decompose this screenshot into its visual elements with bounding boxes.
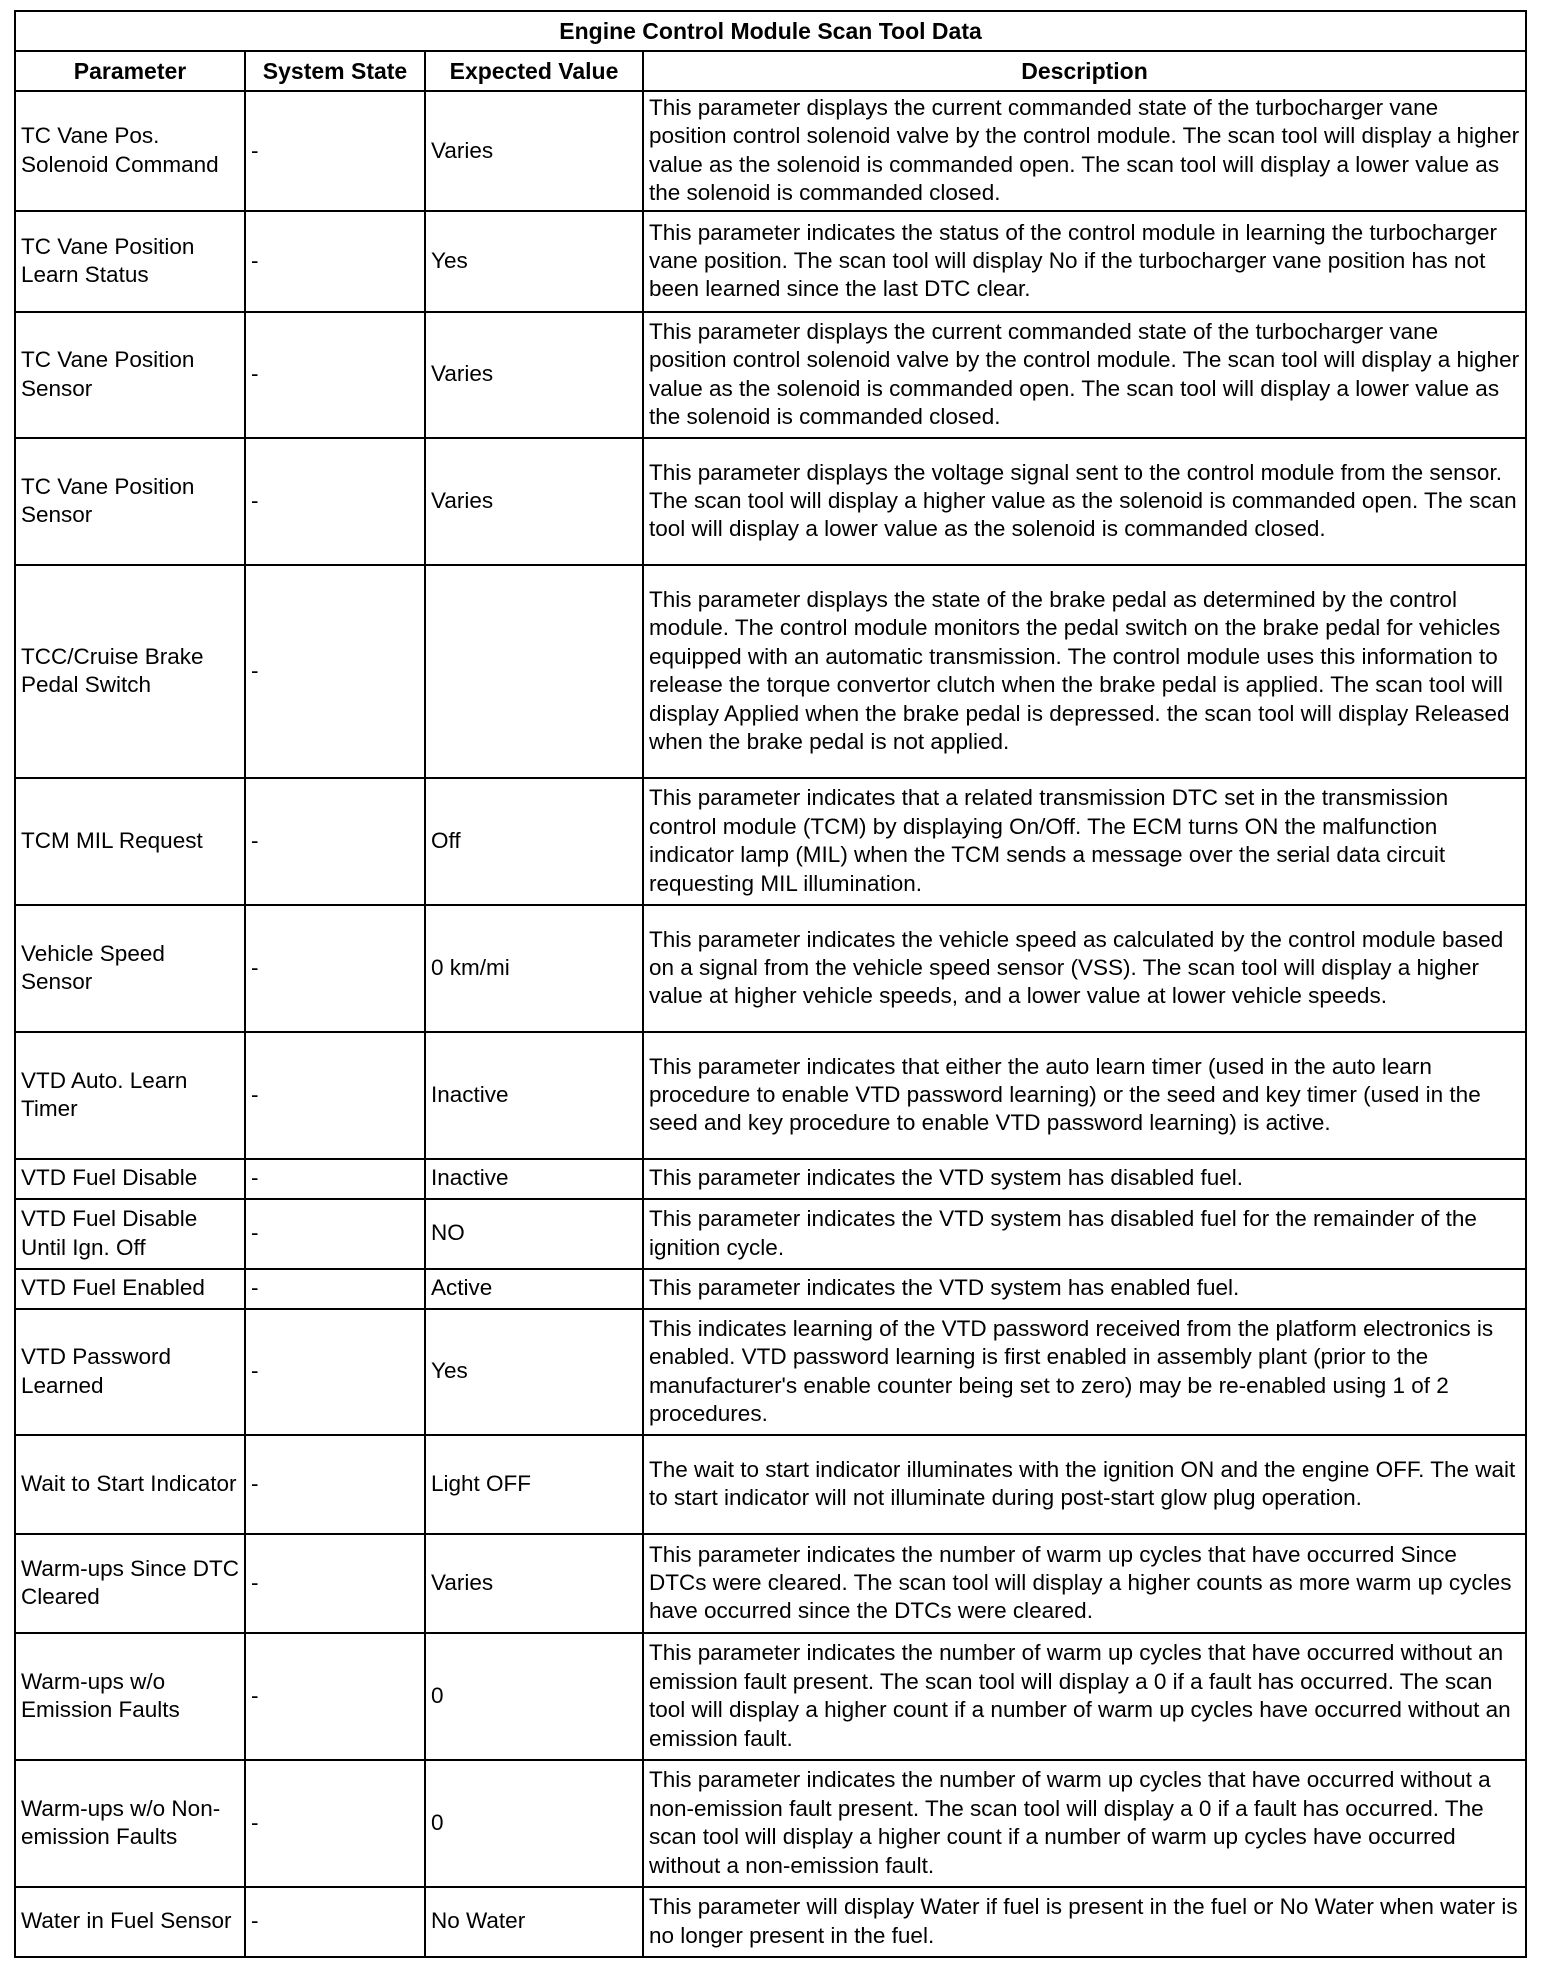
table-row	[15, 1760, 1526, 1887]
description-cell: This parameter displays the state of the brake pedal as determined by the control module. The control module monitors the pedal switch on the brake pedal for vehicles equipped with an automatic transmission. The control module uses this information to release the torque convertor clutch when the brake pedal is applied. The scan tool will display Applied when the brake pedal is depressed. the scan tool will display Released when the brake pedal is not applied.	[643, 565, 1526, 778]
header-parameter: Parameter	[15, 51, 245, 91]
table-row	[15, 438, 1526, 565]
header-expected-value: Expected Value	[425, 51, 643, 91]
system-state-cell: -	[245, 312, 425, 438]
system-state-cell: -	[245, 1309, 425, 1435]
table-row	[15, 91, 1526, 211]
expected-value-cell: Off	[425, 778, 643, 905]
parameter-cell: Vehicle Speed Sensor	[15, 905, 245, 1032]
system-state-cell: -	[245, 438, 425, 565]
parameter-cell: VTD Password Learned	[15, 1309, 245, 1435]
description-cell: This parameter indicates the vehicle speed as calculated by the control module based on a signal from the vehicle speed sensor (VSS). The scan tool will display a higher value at higher vehicle speeds, and a lower value at lower vehicle speeds.	[643, 905, 1526, 1032]
expected-value-cell: Yes	[425, 1309, 643, 1435]
description-cell: This parameter displays the current commanded state of the turbocharger vane position control solenoid valve by the control module. The scan tool will display a higher value as the solenoid is commanded open. The scan tool will display a lower value as the solenoid is commanded closed.	[643, 312, 1526, 438]
description-cell: This parameter will display Water if fuel is present in the fuel or No Water when water is no longer present in the fuel.	[643, 1887, 1526, 1957]
description-cell: This parameter indicates that a related transmission DTC set in the transmission control module (TCM) by displaying On/Off. The ECM turns ON the malfunction indicator lamp (MIL) when the TCM sends a message over the serial data circuit requesting MIL illumination.	[643, 778, 1526, 905]
expected-value-cell: Varies	[425, 1534, 643, 1633]
parameter-cell: VTD Fuel Disable Until Ign. Off	[15, 1199, 245, 1269]
expected-value-cell	[425, 565, 643, 778]
system-state-cell: -	[245, 1534, 425, 1633]
parameter-cell: Wait to Start Indicator	[15, 1435, 245, 1534]
table-row	[15, 778, 1526, 905]
parameter-cell: VTD Auto. Learn Timer	[15, 1032, 245, 1159]
system-state-cell: -	[245, 778, 425, 905]
description-cell: This parameter indicates the VTD system has disabled fuel for the remainder of the ignition cycle.	[643, 1199, 1526, 1269]
description-cell: This parameter indicates that either the auto learn timer (used in the auto learn procedure to enable VTD password learning) or the seed and key timer (used in the seed and key procedure to enable VTD password learning) is active.	[643, 1032, 1526, 1159]
expected-value-cell: Inactive	[425, 1032, 643, 1159]
parameter-cell: TCC/Cruise Brake Pedal Switch	[15, 565, 245, 778]
table-row	[15, 1633, 1526, 1760]
system-state-cell: -	[245, 565, 425, 778]
description-cell: This parameter displays the current commanded state of the turbocharger vane position control solenoid valve by the control module. The scan tool will display a higher value as the solenoid is commanded open. The scan tool will display a lower value as the solenoid is commanded closed.	[643, 91, 1526, 211]
table-row	[15, 1032, 1526, 1159]
expected-value-cell: Varies	[425, 91, 643, 211]
table-row	[15, 1269, 1526, 1309]
system-state-cell: -	[245, 1199, 425, 1269]
table-row	[15, 1309, 1526, 1435]
parameter-cell: Water in Fuel Sensor	[15, 1887, 245, 1957]
scan-tool-data-table	[14, 10, 1527, 1958]
description-cell: This parameter indicates the VTD system has enabled fuel.	[643, 1269, 1526, 1309]
description-cell: This parameter indicates the number of warm up cycles that have occurred without an emission fault present. The scan tool will display a 0 if a fault has occurred. The scan tool will display a higher count if a number of warm up cycles have occurred without an emission fault.	[643, 1633, 1526, 1760]
table-row	[15, 1534, 1526, 1633]
parameter-cell: VTD Fuel Enabled	[15, 1269, 245, 1309]
description-cell: This parameter displays the voltage signal sent to the control module from the sensor. The scan tool will display a higher value as the solenoid is commanded open. The scan tool will display a lower value as the solenoid is commanded closed.	[643, 438, 1526, 565]
expected-value-cell: No Water	[425, 1887, 643, 1957]
description-cell: This parameter indicates the VTD system has disabled fuel.	[643, 1159, 1526, 1199]
system-state-cell: -	[245, 1159, 425, 1199]
parameter-cell: TC Vane Position Sensor	[15, 312, 245, 438]
header-description: Description	[643, 51, 1526, 91]
parameter-cell: Warm-ups w/o Emission Faults	[15, 1633, 245, 1760]
parameter-cell: TC Vane Position Learn Status	[15, 211, 245, 312]
expected-value-cell: Varies	[425, 312, 643, 438]
expected-value-cell: Inactive	[425, 1159, 643, 1199]
expected-value-cell: 0	[425, 1633, 643, 1760]
parameter-cell: Warm-ups Since DTC Cleared	[15, 1534, 245, 1633]
description-cell: The wait to start indicator illuminates with the ignition ON and the engine OFF. The wait to start indicator will not illuminate during post-start glow plug operation.	[643, 1435, 1526, 1534]
header-system-state: System State	[245, 51, 425, 91]
parameter-cell: TC Vane Position Sensor	[15, 438, 245, 565]
system-state-cell: -	[245, 905, 425, 1032]
parameter-cell: Warm-ups w/o Non-emission Faults	[15, 1760, 245, 1887]
expected-value-cell: Active	[425, 1269, 643, 1309]
description-cell: This parameter indicates the status of the control module in learning the turbocharger vane position. The scan tool will display No if the turbocharger vane position has not been learned since the last DTC clear.	[643, 211, 1526, 312]
parameter-cell: TCM MIL Request	[15, 778, 245, 905]
system-state-cell: -	[245, 1887, 425, 1957]
system-state-cell: -	[245, 211, 425, 312]
system-state-cell: -	[245, 1269, 425, 1309]
parameter-cell: TC Vane Pos. Solenoid Command	[15, 91, 245, 211]
description-cell: This parameter indicates the number of warm up cycles that have occurred Since DTCs were cleared. The scan tool will display a higher counts as more warm up cycles have occurred since the DTCs were cleared.	[643, 1534, 1526, 1633]
system-state-cell: -	[245, 1760, 425, 1887]
system-state-cell: -	[245, 1032, 425, 1159]
system-state-cell: -	[245, 1633, 425, 1760]
expected-value-cell: Yes	[425, 211, 643, 312]
table-row	[15, 312, 1526, 438]
expected-value-cell: 0	[425, 1760, 643, 1887]
table-title: Engine Control Module Scan Tool Data	[15, 11, 1526, 51]
expected-value-cell: Varies	[425, 438, 643, 565]
table-row	[15, 905, 1526, 1032]
description-cell: This parameter indicates the number of warm up cycles that have occurred without a non-emission fault present. The scan tool will display a 0 if a fault has occurred. The scan tool will display a higher count if a number of warm up cycles have occurred without a non-emission fault.	[643, 1760, 1526, 1887]
table-row	[15, 1435, 1526, 1534]
parameter-cell: VTD Fuel Disable	[15, 1159, 245, 1199]
table-row	[15, 1159, 1526, 1199]
table-row	[15, 211, 1526, 312]
table-row	[15, 565, 1526, 778]
system-state-cell: -	[245, 91, 425, 211]
table-row	[15, 1199, 1526, 1269]
system-state-cell: -	[245, 1435, 425, 1534]
table-row	[15, 1887, 1526, 1957]
description-cell: This indicates learning of the VTD password received from the platform electronics is enabled. VTD password learning is first enabled in assembly plant (prior to the manufacturer's enable counter being set to zero) may be re-enabled using 1 of 2 procedures.	[643, 1309, 1526, 1435]
expected-value-cell: 0 km/mi	[425, 905, 643, 1032]
expected-value-cell: Light OFF	[425, 1435, 643, 1534]
expected-value-cell: NO	[425, 1199, 643, 1269]
